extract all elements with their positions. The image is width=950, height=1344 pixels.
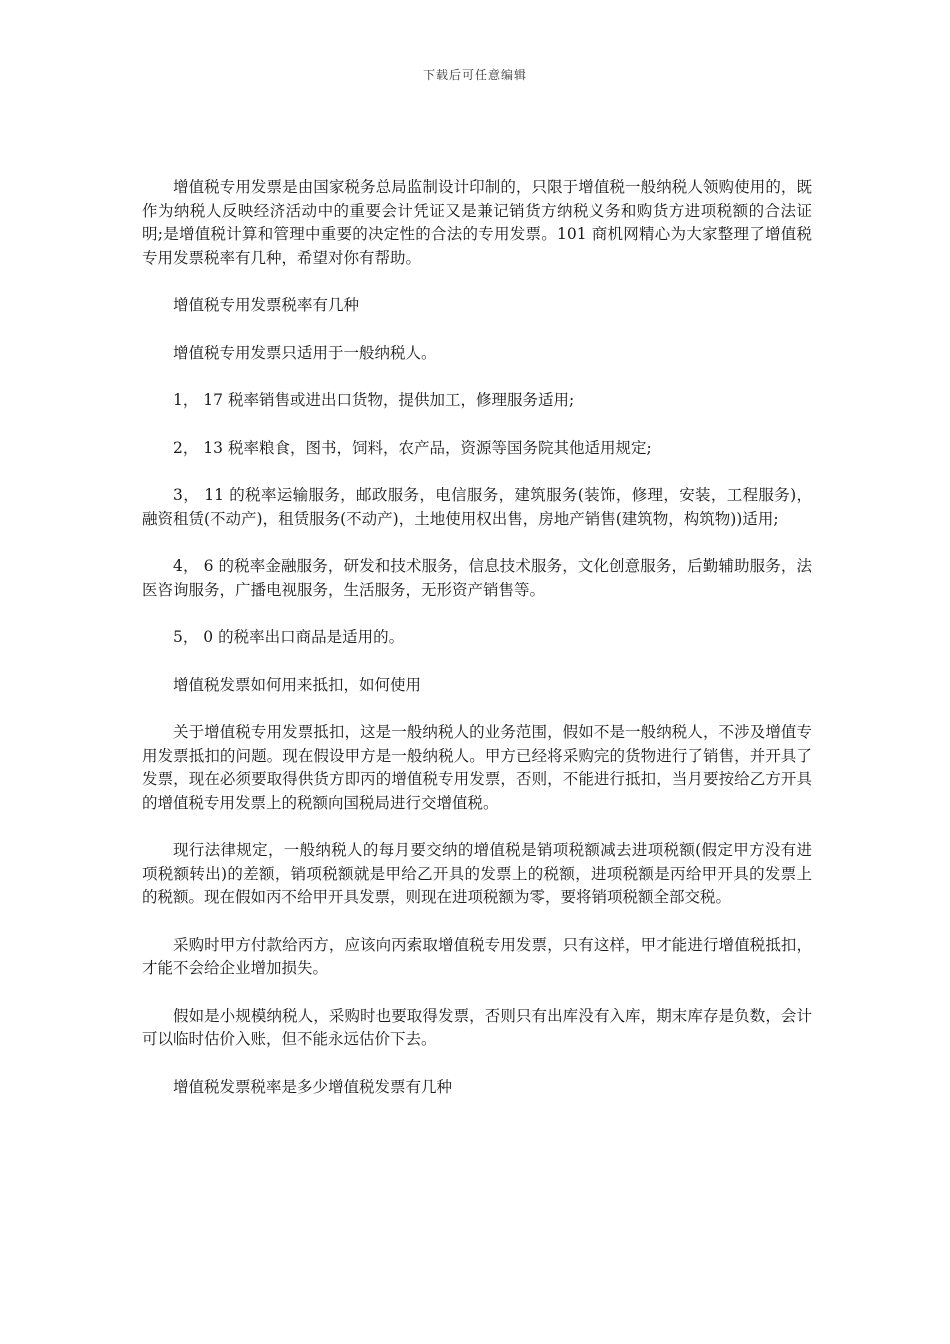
list-item: 3， 11 的税率运输服务，邮政服务，电信服务，建筑服务(装饰，修理，安装，工程服务)，融资租赁(不动产)，租赁服务(不动产)，土地使用权出售，房地产销售(建筑物，构筑物))适用; xyxy=(142,486,812,528)
list-item: 5， 0 的税率出口商品是适用的。 xyxy=(173,628,405,646)
paragraph: 关于增值税专用发票抵扣，这是一般纳税人的业务范围，假如不是一般纳税人，不涉及增值专用发票抵扣的问题。现在假设甲方是一般纳税人。甲方已经将采购完的货物进行了销售，并开具了发票，现在必须要取得供货方即丙的增值税专用发票，否则，不能进行抵扣，当月要按给乙方开具的增值税专用发票上的税额向国税局进行交增值税。 xyxy=(142,723,812,812)
section-heading: 增值税发票税率是多少增值税发票有几种 xyxy=(173,1077,453,1096)
paragraph: 现行法律规定，一般纳税人的每月要交纳的增值税是销项税额减去进项税额(假定甲方没有进项税额转出)的差额，销项税额就是甲给乙开具的发票上的税额，进项税额是丙给甲开具的发票上的税额。现在假如丙不给甲开具发票，则现在进项税额为零，要将销项税额全部交税。 xyxy=(142,841,812,906)
paragraph: 采购时甲方付款给丙方，应该向丙索取增值税专用发票，只有这样，甲才能进行增值税抵扣，才能不会给企业增加损失。 xyxy=(142,935,812,977)
intro-paragraph: 增值税专用发票是由国家税务总局监制设计印制的，只限于增值税一般纳税人领购使用的，既作为纳税人反映经济活动中的重要会计凭证又是兼记销货方纳税义务和购货方进项税额的合法证明;是增值税计算和管理中重要的决定性的合法的专用发票。101 商机网精心为大家整理了增值税专用发票税率有几种，希望对你有帮助。 xyxy=(142,178,812,267)
section-heading: 增值税发票如何用来抵扣，如何使用 xyxy=(173,675,422,694)
page-header: 下载后可任意编辑 xyxy=(422,68,527,82)
document-body xyxy=(142,176,812,1123)
paragraph: 增值税专用发票只适用于一般纳税人。 xyxy=(173,343,437,362)
section-heading: 增值税专用发票税率有几种 xyxy=(173,296,360,314)
list-item: 2， 13 税率粮食，图书，饲料，农产品，资源等国务院其他适用规定; xyxy=(173,438,652,457)
list-item: 1， 17 税率销售或进出口货物，提供加工，修理服务适用; xyxy=(173,391,575,409)
paragraph: 假如是小规模纳税人，采购时也要取得发票，否则只有出库没有入库，期末库存是负数，会计可以临时估价入账，但不能永远估价下去。 xyxy=(142,1006,812,1048)
list-item: 4， 6 的税率金融服务，研发和技术服务，信息技术服务，文化创意服务，后勤辅助服务，法医咨询服务，广播电视服务，生活服务，无形资产销售等。 xyxy=(142,557,812,599)
